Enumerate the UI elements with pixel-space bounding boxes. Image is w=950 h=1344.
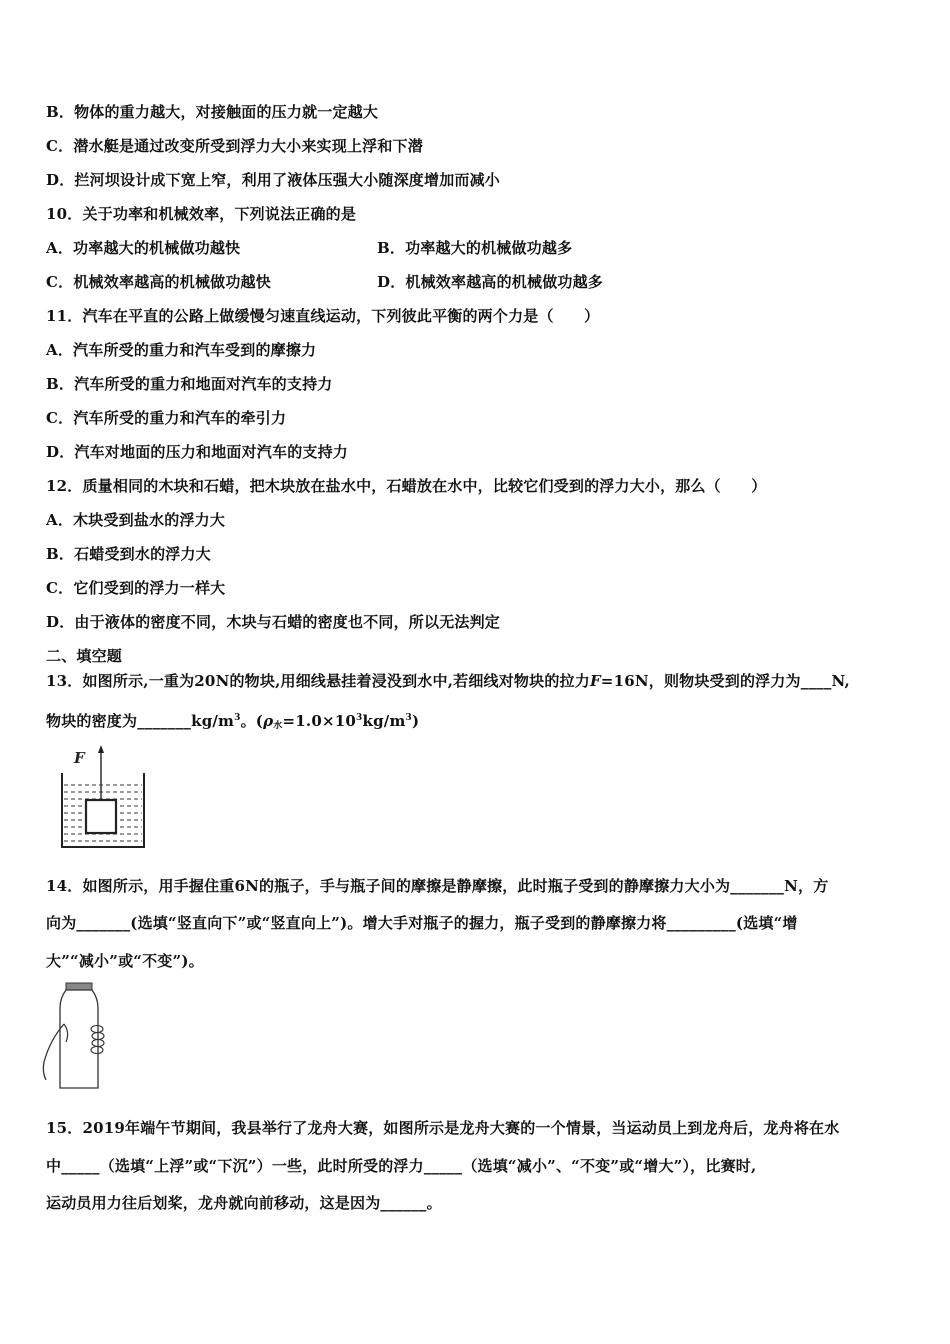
q12-option-d: D．由于液体的密度不同，木块与石蜡的密度也不同，所以无法判定: [46, 613, 501, 631]
q13-figure-block-in-water: [58, 743, 148, 853]
q13-exponent: 3: [234, 713, 241, 723]
q11-option-a: A．汽车所受的重力和汽车受到的摩擦力: [46, 341, 317, 359]
q13-text-1b: =16N，则物块受到的浮力为____N,: [600, 672, 850, 690]
q10-option-c: C．机械效率越高的机械做功越快: [46, 273, 271, 291]
q9-option-b: B．物体的重力越大，对接触面的压力就一定越大: [46, 103, 379, 121]
q12-option-b: B．石蜡受到水的浮力大: [46, 545, 211, 563]
q10-option-b: B．功率越大的机械做功越多: [377, 239, 573, 257]
q15-line-3: 运动员用力往后划桨，龙舟就向前移动，这是因为______。: [46, 1194, 442, 1212]
q13-text-2a: 物块的密度为_______kg/m: [46, 712, 235, 730]
q13-text-2e: ): [412, 712, 420, 730]
q10-stem: 10．关于功率和机械效率，下列说法正确的是: [46, 205, 357, 223]
q13-text-2c: =1.0×10: [282, 712, 357, 730]
q13-force-symbol: F: [589, 672, 601, 690]
q13-rho-symbol: ρ: [263, 712, 274, 730]
q13-text-2d: kg/m: [362, 712, 406, 730]
q13-exponent-3: 3: [405, 713, 412, 723]
q9-option-c: C．潜水艇是通过改变所受到浮力大小来实现上浮和下潜: [46, 137, 423, 155]
q13-text-1a: 13．如图所示,一重为20N的物块,用细线悬挂着浸没到水中,若细线对物块的拉力: [46, 672, 590, 690]
q12-option-c: C．它们受到的浮力一样大: [46, 579, 226, 597]
q13-text-2b: 。(: [240, 712, 264, 730]
q12-option-a: A．木块受到盐水的浮力大: [46, 511, 226, 529]
force-label: F: [74, 749, 85, 767]
q14-line-3: 大”“减小”或“不变”)。: [46, 952, 204, 970]
q15-line-1: 15．2019年端午节期间，我县举行了龙舟大赛，如图所示是龙舟大赛的一个情景，当运动员上到龙舟后，龙舟将在水: [46, 1119, 840, 1137]
q12-stem: 12．质量相同的木块和石蜡，把木块放在盐水中，石蜡放在水中，比较它们受到的浮力大小，那么（ ）: [46, 477, 767, 495]
q10-option-a: A．功率越大的机械做功越快: [46, 239, 241, 257]
q15-line-2: 中_____（选填“上浮”或“下沉”）一些，此时所受的浮力_____（选填“减小”、“不变”或“增大”），比赛时,: [46, 1157, 757, 1175]
q11-stem: 11．汽车在平直的公路上做缓慢匀速直线运动，下列彼此平衡的两个力是（ ）: [46, 307, 600, 325]
q13-water-subscript: 水: [273, 721, 283, 731]
q14-line-2: 向为_______(选填“竖直向下”或“竖直向上”)。增大手对瓶子的握力，瓶子受到的静摩擦力将_________(选填“增: [46, 914, 798, 932]
q10-option-d: D．机械效率越高的机械做功越多: [377, 273, 604, 291]
q11-option-c: C．汽车所受的重力和汽车的牵引力: [46, 409, 287, 427]
q13-line-2: [46, 708, 419, 736]
q11-option-d: D．汽车对地面的压力和地面对汽车的支持力: [46, 443, 349, 461]
q11-option-b: B．汽车所受的重力和地面对汽车的支持力: [46, 375, 333, 393]
q13-exponent-2: 3: [356, 713, 363, 723]
q14-figure-hand-holding-bottle: [40, 980, 120, 1095]
section-heading-fill-in: 二、填空题: [46, 647, 123, 665]
q9-option-d: D．拦河坝设计成下宽上窄，利用了液体压强大小随深度增加而减小: [46, 171, 501, 189]
q14-line-1: 14．如图所示，用手握住重6N的瓶子，手与瓶子间的摩擦是静摩擦，此时瓶子受到的静摩擦力大小为_______N，方: [46, 877, 829, 895]
q13-line-1: [46, 671, 850, 691]
